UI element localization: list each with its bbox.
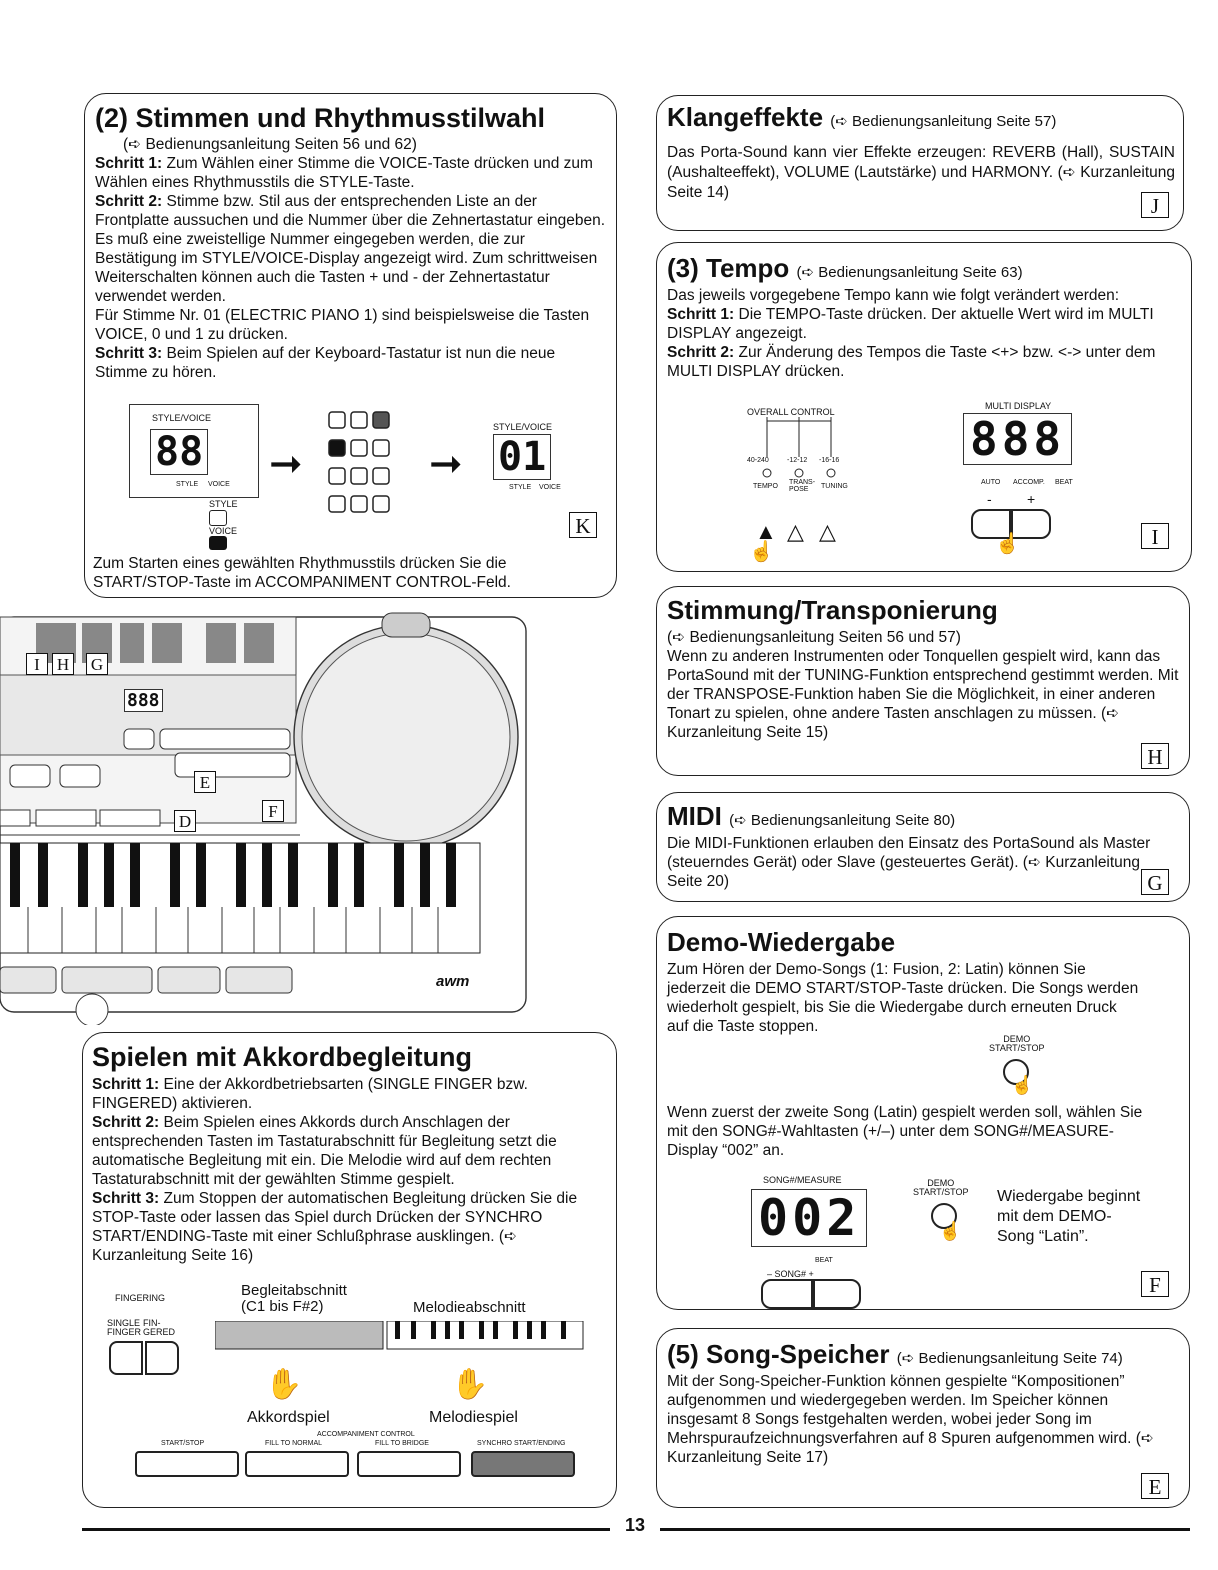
stimmung-ref: (➪ Bedienungsanleitung Seiten 56 und 57) xyxy=(667,629,961,647)
melodiespiel-label: Melodiespiel xyxy=(429,1409,518,1426)
voice-button[interactable] xyxy=(209,536,227,550)
acc-b3-label: FILL TO BRIDGE xyxy=(375,1440,429,1447)
hand-icon: ✋ xyxy=(265,1368,303,1401)
section-letter-f: F xyxy=(1141,1271,1169,1297)
style-voice-digits: 88 xyxy=(150,429,208,475)
single-finger-label: SINGLE FINGER xyxy=(107,1318,142,1337)
demo-button-label-2: DEMO START/STOP xyxy=(913,1178,969,1197)
section-song xyxy=(656,1328,1190,1508)
keyboard-letter-e: E xyxy=(194,771,216,793)
single-finger-button[interactable] xyxy=(109,1341,143,1375)
song-measure-label: SONG#/MEASURE xyxy=(763,1175,842,1185)
arrow-icon: ➞ xyxy=(429,442,463,486)
tempo-title: (3) Tempo (➪ Bedienungsanleitung Seite 63) xyxy=(667,253,1023,283)
akkordspiel-label: Akkordspiel xyxy=(247,1409,330,1426)
keyboard-letter-f: F xyxy=(262,800,284,822)
synchro-start-button[interactable] xyxy=(471,1451,575,1477)
style-small-label: STYLE xyxy=(176,481,199,488)
section-stimmung xyxy=(656,586,1190,776)
acc-b2-label: FILL TO NORMAL xyxy=(265,1440,323,1447)
begleit-label: Begleitabschnitt (C1 bis F#2) xyxy=(241,1282,347,1315)
section-midi xyxy=(656,792,1190,902)
song-title: (5) Song-Speicher (➪ Bedienungsanleitung Seite 74) xyxy=(667,1339,1123,1369)
tuning-button[interactable]: △ xyxy=(819,519,836,544)
style-button-label: STYLE xyxy=(209,499,238,509)
demo-button-label: DEMO START/STOP xyxy=(989,1034,1045,1053)
section-letter-h: H xyxy=(1141,743,1169,769)
tempo-intro: Das jeweils vorgegebene Tempo kann wie folgt verändert werden: xyxy=(667,287,1120,305)
song-body: Mit der Song-Speicher-Funktion können gespielte “Kompositionen” aufgenommen und wiedergegeben werden. Im Speicher können insgesamt 8 Songs festgehalten werden, wobei jeder Song im Mehrspuraufzeichnungsverfahren auf 8 Spuren aufgenommen wird. (➪ Kurzanleitung Seite 17) xyxy=(667,1373,1154,1467)
stimmen-footer: Zum Starten eines gewählten Rhythmusstils drücken Sie die START/STOP-Taste im ACCOMPANIMENT CONTROL-Feld. xyxy=(93,555,511,591)
akkord-step2: Schritt 2: Beim Spielen eines Akkords durch Anschlagen der entsprechenden Tasten im Tastaturabschnitt für Begleitung setzt die automatische Begleitung mit ein. Die Melodie wird auf dem rechten Tastaturabschnitt mit der gewählten Stimme gespielt. xyxy=(92,1114,557,1189)
keyboard-letter-g: G xyxy=(86,653,108,675)
hand-icon: ☝ xyxy=(995,533,1020,555)
akkord-figure xyxy=(103,1282,603,1500)
fingered-button[interactable] xyxy=(145,1341,179,1375)
multi-display-digits: 888 xyxy=(963,413,1072,465)
section-letter-k: K xyxy=(569,512,597,538)
stimmen-step3: Schritt 3: Beim Spielen auf der Keyboard-Tastatur ist nun die neue Stimme zu hören. xyxy=(95,345,556,382)
footer-rule-left xyxy=(82,1528,610,1531)
transpose-button[interactable]: △ xyxy=(787,519,804,544)
style-voice-label: STYLE/VOICE xyxy=(152,413,212,423)
fill-bridge-button[interactable] xyxy=(357,1451,461,1477)
demo-caption: Wiedergabe beginnt mit dem DEMO-Song “Latin”. xyxy=(997,1188,1141,1245)
arrow-icon: ➞ xyxy=(269,442,303,486)
accomp-label: ACCOMP. xyxy=(1013,479,1045,486)
style-voice-display xyxy=(129,404,259,498)
tuning-key-label: TUNING xyxy=(821,483,848,490)
footer-rule-right xyxy=(660,1528,1190,1531)
result-digits: 01 xyxy=(493,434,551,480)
keypad xyxy=(325,404,405,524)
akkord-step3: Schritt 3: Zum Stoppen der automatischen Begleitung drücken Sie die STOP-Taste oder lassen das Spiel durch Drücken der SYNCHRO START/ENDING-Taste mit einer Schlußphrase ausklingen. (➪ Kurzanleitung Seite 16) xyxy=(92,1190,578,1265)
hand-icon: ☝ xyxy=(939,1221,962,1241)
tempo-figure xyxy=(737,401,1177,566)
section-tempo xyxy=(656,242,1192,572)
tempo-step1: Schritt 1: Die TEMPO-Taste drücken. Der aktuelle Wert wird im MULTI DISPLAY angezeigt. xyxy=(667,306,1154,343)
voice-small-label: VOICE xyxy=(208,481,230,488)
akkord-step1: Schritt 1: Eine der Akkordbetriebsarten (SINGLE FINGER bzw. FINGERED) aktivieren. xyxy=(92,1076,528,1113)
demo-beat-label: BEAT xyxy=(815,1257,833,1264)
tempo-step2: Schritt 2: Zur Änderung des Tempos die Taste <+> bzw. <-> unter dem MULTI DISPLAY drücken. xyxy=(667,344,1156,381)
range-tempo: 40-240 xyxy=(747,457,769,464)
stimmen-step1: Schritt 1: Zum Wählen einer Stimme die VOICE-Taste drücken und zum Wählen eines Rhythmusstils die STYLE-Taste. xyxy=(95,155,593,192)
section-letter-g: G xyxy=(1141,869,1169,895)
multi-display-label: MULTI DISPLAY xyxy=(985,401,1052,411)
result-style-label: STYLE xyxy=(509,484,532,491)
minus-label: - xyxy=(987,491,992,507)
accomp-control-label: ACCOMPANIMENT CONTROL xyxy=(317,1431,415,1438)
song-measure-digits: 002 xyxy=(751,1189,867,1247)
acc-b4-label: SYNCHRO START/ENDING xyxy=(477,1440,566,1447)
section-akkord xyxy=(82,1032,617,1508)
hand-icon: ✋ xyxy=(451,1368,489,1401)
stimmen-step2: Schritt 2: Stimme bzw. Stil aus der entsprechenden Liste an der Frontplatte aussuchen und die Nummer über die Zehnertastatur eingeben. Es muß eine zweistellige Nummer eingegeben werden, die zur Bestätigung im STYLE/VOICE-Display angezeigt wird. Zum schrittweisen Weiterschalten können auch die Tasten + und - der Zehnertastatur verwendet werden. xyxy=(95,193,606,306)
fill-normal-button[interactable] xyxy=(245,1451,349,1477)
tempo-button[interactable]: ▲ xyxy=(755,519,777,544)
plus-label: + xyxy=(1027,491,1036,507)
song-minus-button[interactable] xyxy=(761,1279,813,1309)
stimmung-body: Wenn zu anderen Instrumenten oder Tonquellen gespielt wird, kann das PortaSound mit der TUNING-Funktion entsprechend gestimmt werden. Mit der TRANSPOSE-Funktion haben Sie die Möglichkeit, in einer anderen Tonart zu spielen, ohne andere Tasten anschlagen zu müssen. (➪ Kurzanleitung Seite 15) xyxy=(667,648,1179,742)
style-button[interactable] xyxy=(209,510,227,526)
section-letter-e: E xyxy=(1141,1473,1169,1499)
klang-title: Klangeffekte (➪ Bedienungsanleitung Seite 57) xyxy=(667,102,1057,132)
range-transpose: -12-12 xyxy=(787,457,808,464)
result-display xyxy=(489,404,579,496)
result-label: STYLE/VOICE xyxy=(493,422,553,432)
transpose-key-label: TRANS- POSE xyxy=(789,479,816,493)
demo-body1: Zum Hören der Demo-Songs (1: Fusion, 2: Latin) können Sie jederzeit die DEMO START/STOP-Taste drücken. Die Songs werden wiederholt gespielt, bis Sie die Wiedergabe durch erneuten Druck auf die Taste stoppen. xyxy=(667,961,1139,1036)
keyboard-letter-d: D xyxy=(174,810,196,832)
mini-keyboard xyxy=(215,1321,585,1361)
brand-logo: awm xyxy=(436,973,470,990)
stimmen-title: (2) Stimmen und Rhythmusstilwahl xyxy=(95,103,546,133)
song-buttons-label: – SONG# + xyxy=(767,1269,814,1279)
tempo-key-label: TEMPO xyxy=(753,483,778,490)
hand-icon: ☝ xyxy=(1011,1075,1034,1095)
keypad-graphic xyxy=(325,404,405,524)
range-tuning: -16-16 xyxy=(819,457,840,464)
hand-icon: ☝ xyxy=(749,541,774,563)
start-stop-button[interactable] xyxy=(135,1451,239,1477)
keyboard-letter-i: I xyxy=(26,653,48,675)
section-demo xyxy=(656,916,1190,1310)
demo-title: Demo-Wiedergabe xyxy=(667,927,896,957)
auto-label: AUTO xyxy=(981,479,1001,486)
midi-title: MIDI (➪ Bedienungsanleitung Seite 80) xyxy=(667,801,956,831)
page-number: 13 xyxy=(624,1515,646,1535)
keyboard-display: 888 xyxy=(124,689,163,712)
beat-label: BEAT xyxy=(1055,479,1073,486)
result-voice-label: VOICE xyxy=(539,484,561,491)
section-klang xyxy=(656,95,1184,231)
melodie-label: Melodieabschnitt xyxy=(413,1299,526,1316)
stimmen-example: Für Stimme Nr. 01 (ELECTRIC PIANO 1) sind beispielsweise die Tasten VOICE, 0 und 1 zu drücken. xyxy=(95,307,590,344)
section-letter-j: J xyxy=(1141,192,1169,218)
klang-body: Das Porta-Sound kann vier Effekte erzeugen: REVERB (Hall), SUSTAIN (Aushalteeffekt), VOLUME (Lautstärke) und HARMONY. (➪ Kurzanleitung Seite 14) xyxy=(667,144,1175,202)
overall-control-label: OVERALL CONTROL xyxy=(747,407,835,417)
stimmen-ref: (➪ Bedienungsanleitung Seiten 56 und 62) xyxy=(123,136,417,154)
keyboard-letter-h: H xyxy=(52,653,74,675)
akkord-title: Spielen mit Akkordbegleitung xyxy=(92,1042,473,1072)
section-stimmen xyxy=(84,93,617,598)
song-plus-button[interactable] xyxy=(813,1279,861,1309)
acc-b1-label: START/STOP xyxy=(161,1440,205,1447)
stimmen-figure xyxy=(129,404,609,544)
fingered-label: FIN- GERED xyxy=(143,1318,176,1337)
keyboard-illustration xyxy=(0,605,528,1025)
midi-body: Die MIDI-Funktionen erlauben den Einsatz des PortaSound als Master (steuerndes Gerät) oder Slave (gesteuertes Gerät). (➪ Kurzanleitung Seite 20) xyxy=(667,835,1151,891)
section-letter-i: I xyxy=(1141,523,1169,549)
stimmung-title: Stimmung/Transponierung xyxy=(667,595,998,625)
voice-button-label: VOICE xyxy=(209,526,238,536)
demo-body2: Wenn zuerst der zweite Song (Latin) gespielt werden soll, wählen Sie mit den SONG#-Wahltasten (+/–) unter dem SONG#/MEASURE-Display “002” an. xyxy=(667,1104,1143,1159)
fingering-label: FINGERING xyxy=(115,1293,166,1303)
